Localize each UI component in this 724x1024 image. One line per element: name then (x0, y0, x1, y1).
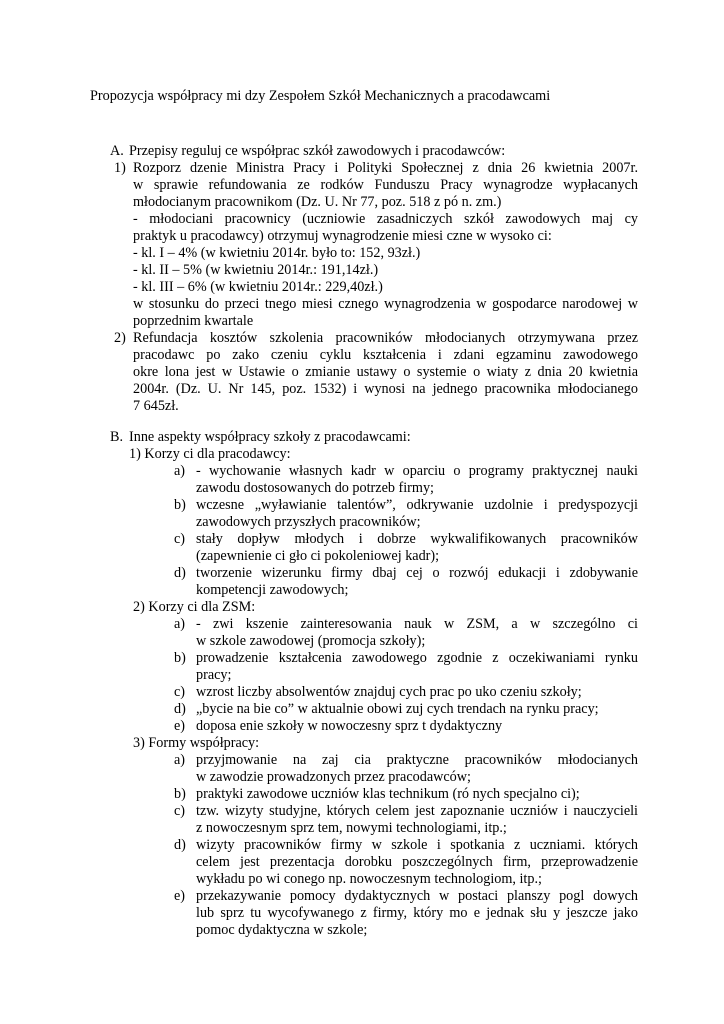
b2-line: doposa enie szkoły w nowoczesny sprz t dydaktyczny (196, 718, 503, 734)
b2-marker: a) (174, 616, 186, 632)
section-b-marker: B. (110, 429, 124, 445)
b1-line: (zapewnienie ci gło ci pokoleniowej kadr); (196, 548, 440, 564)
b2-line: „bycie na bie co” w aktualnie obowi zuj cych trendach na rynku pracy; (196, 701, 599, 717)
b3-marker: a) (174, 752, 186, 768)
b2-line: prowadzenie kształcenia zawodowego zgodnie z oczekiwaniami rynku (196, 650, 638, 666)
b3-line: wizyty pracowników firmy w szkole i spotkania z uczniami. których (196, 837, 638, 853)
b1-line: zawodu dostosowanych do potrzeb firmy; (196, 480, 434, 496)
b1-line: - wychowanie własnych kadr w oparciu o programy praktycznej nauki (196, 463, 638, 479)
b2-marker: c) (174, 684, 186, 700)
a1-line: - kl. I – 4% (w kwietniu 2014r. było to: 152, 93zł.) (133, 245, 421, 261)
b1-line: kompetencji zawodowych; (196, 582, 349, 598)
b2-marker: b) (174, 650, 186, 666)
b1-marker: b) (174, 497, 186, 513)
b3-marker: c) (174, 803, 186, 819)
a1-line: młodocianym pracownikom (Dz. U. Nr 77, poz. 518 z pó n. zm.) (133, 194, 502, 210)
a2-line: 7 645zł. (133, 398, 179, 414)
a2-marker: 2) (114, 330, 126, 346)
b2-line: - zwi kszenie zainteresowania nauk w ZSM, a w szczególno ci (196, 616, 638, 632)
b3-line: przyjmowanie na zaj cia praktyczne pracowników młodocianych (196, 752, 638, 768)
b2-line: wzrost liczby absolwentów znajduj cych prac po uko czeniu szkoły; (196, 684, 582, 700)
b1-marker: c) (174, 531, 186, 547)
b2-line: pracy; (196, 667, 232, 683)
b1-line: zawodowych przyszłych pracowników; (196, 514, 421, 530)
b2-marker: d) (174, 701, 186, 717)
section-b-heading: Inne aspekty współpracy szkoły z pracodawcami: (129, 429, 411, 445)
section-a-marker: A. (110, 143, 124, 159)
b2-line: w szkole zawodowej (promocja szkoły); (196, 633, 426, 649)
b3-line: przekazywanie pomocy dydaktycznych w postaci planszy pogl dowych (196, 888, 638, 904)
section-a-heading: Przepisy reguluj ce współprac szkół zawodowych i pracodawców: (129, 143, 506, 159)
b1-line: wczesne „wyławianie talentów”, odkrywanie uzdolnie i predyspozycji (196, 497, 638, 513)
b3-line: celem jest prezentacja dorobku poszczególnych firm, przeprowadzenie (196, 854, 638, 870)
a2-line: pracodawc po zako czeniu cyklu kształcenia i zdani egzaminu zawodowego (133, 347, 638, 363)
b3-line: lub sprz tu wycofywanego z firmy, który mo e jednak słu y jeszcze jako (196, 905, 638, 921)
b3-line: z nowoczesnym sprz tem, nowymi technologiami, itp.; (196, 820, 507, 836)
a1-line: w stosunku do przeci tnego miesi cznego wynagrodzenia w gospodarce narodowej w (133, 296, 638, 312)
b3-line: wykładu po wi conego np. nowoczesnym technologiom, itp.; (196, 871, 542, 887)
b3-marker: e) (174, 888, 186, 904)
a2-line: okre lona jest w Ustawie o zmianie ustawy o systemie o wiaty z dnia 20 kwietnia (133, 364, 638, 380)
a1-line: Rozporz dzenie Ministra Pracy i Polityki Społecznej z dnia 26 kwietnia 2007r. (133, 160, 638, 176)
a1-line: - kl. II – 5% (w kwietniu 2014r.: 191,14zł.) (133, 262, 379, 278)
b3-line: pomoc dydaktyczna w szkole; (196, 922, 368, 938)
b3-marker: b) (174, 786, 186, 802)
a2-line: Refundacja kosztów szkolenia pracowników młodocianych otrzymywana przez (133, 330, 638, 346)
b1-line: tworzenie wizerunku firmy dbaj cej o rozwój edukacji i zdobywanie (196, 565, 638, 581)
b3-marker: d) (174, 837, 186, 853)
a1-line: - młodociani pracownicy (uczniowie zasadniczych szkół zawodowych maj cy (133, 211, 638, 227)
b3-title: 3) Formy współpracy: (133, 735, 260, 751)
b1-marker: d) (174, 565, 186, 581)
a1-marker: 1) (114, 160, 126, 176)
b1-line: stały dopływ młodych i dobrze wykwalifikowanych pracowników (196, 531, 638, 547)
b3-line: tzw. wizyty studyjne, których celem jest zapoznanie uczniów i nauczycieli (196, 803, 638, 819)
a1-line: - kl. III – 6% (w kwietniu 2014r.: 229,40zł.) (133, 279, 383, 295)
a1-line: w sprawie refundowania ze rodków Funduszu Pracy wynagrodze wypłacanych (133, 177, 638, 193)
b1-title: 1) Korzy ci dla pracodawcy: (129, 446, 291, 462)
b1-marker: a) (174, 463, 186, 479)
a1-line: praktyk u pracodawcy) otrzymuj wynagrodzenie miesi czne w wysoko ci: (133, 228, 552, 244)
a2-line: 2004r. (Dz. U. Nr 145, poz. 1532) i wynosi na jednego pracownika młodocianego (133, 381, 638, 397)
b2-marker: e) (174, 718, 186, 734)
a1-line: poprzednim kwartale (133, 313, 254, 329)
b3-line: w zawodzie prowadzonych przez pracodawców; (196, 769, 471, 785)
document-title: Propozycja współpracy mi dzy Zespołem Szkół Mechanicznych a pracodawcami (90, 88, 551, 104)
b3-line: praktyki zawodowe uczniów klas technikum (ró nych specjalno ci); (196, 786, 580, 802)
b2-title: 2) Korzy ci dla ZSM: (133, 599, 256, 615)
